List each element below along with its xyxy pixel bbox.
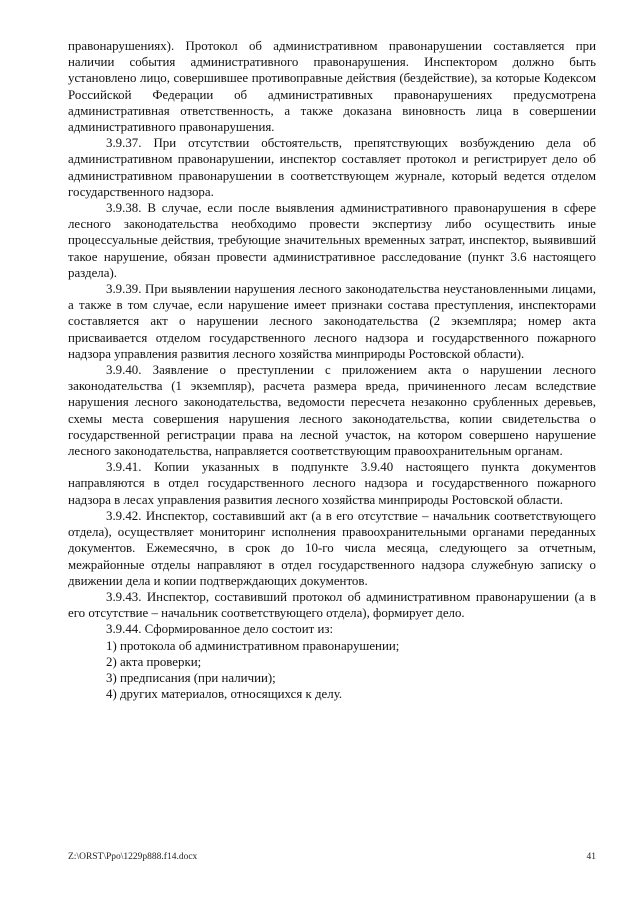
paragraph-3-9-40: 3.9.40. Заявление о преступлении с приложением акта о нарушении лесного законодательства (1 экземпляр), расчета размера вреда, причиненного лесам вследствие нарушения лесного законодательства, ведомости пересчета незаконно срубленных деревьев, схемы места совершения нарушения лесного законодательства, копии свидетельства о государственной регистрации права на лесной участок, на котором совершено нарушение лесного законодательства, направляется соответствующим правоохранительным органам. (68, 363, 596, 459)
paragraph-3-9-42: 3.9.42. Инспектор, составивший акт (а в его отсутствие – начальник соответствующего отдела), осуществляет мониторинг исполнения правоохранительными органами переданных документов. Ежемесячно, в срок до 10-го числа месяца, следующего за отчетным, межрайонные отделы направляют в отдел государственного надзора служебную записку о движении дела и копии подтверждающих документов. (68, 508, 596, 588)
paragraph-continuation: правонарушениях). Протокол об административном правонарушении составляется при наличии события административного правонарушения. Инспектором должно быть установлено лицо, совершившее противоправные действия (бездействие), за которые Кодексом Российской Федерации об административных правонарушениях предусмотрена административная ответственность, а также доказана виновность лица в совершении административного правонарушения. (68, 39, 596, 135)
paragraph-3-9-43: 3.9.43. Инспектор, составивший протокол об административном правонарушении (а в его отсутствие – начальник соответствующего отдела), формирует дело. (68, 589, 596, 621)
paragraph-3-9-37: 3.9.37. При отсутствии обстоятельств, препятствующих возбуждению дела об административном правонарушении, инспектор составляет протокол и регистрирует дело об административном правонарушении в соответствующем журнале, который ведется отделом государственного надзора. (68, 136, 596, 199)
list-item-order: 3) предписания (при наличии); (106, 670, 276, 685)
list-item-protocol: 1) протокола об административном правонарушении; (106, 638, 400, 653)
paragraph-3-9-38: 3.9.38. В случае, если после выявления административного правонарушения в сфере лесного законодательства необходимо провести экспертизу либо осуществить иные процессуальные действия, требующие значительных временных затрат, инспектор, выявивший такое нарушение, обязан провести административное расследование (пункт 3.6 настоящего раздела). (68, 201, 596, 280)
list-item-other-materials: 4) других материалов, относящихся к делу. (106, 687, 343, 702)
list-item-inspection-act: 2) акта проверки; (106, 654, 202, 669)
paragraph-3-9-41: 3.9.41. Копии указанных в подпункте 3.9.40 настоящего пункта документов направляются в отдел государственного лесного надзора и государственного пожарного надзора в лесах управления развития лесного хозяйства минприроды Ростовской области. (68, 460, 596, 507)
page-number: 41 (586, 852, 596, 862)
document-body (68, 38, 596, 702)
paragraph-3-9-39: 3.9.39. При выявлении нарушения лесного законодательства неустановленными лицами, а также в том случае, если нарушение имеет признаки состава преступления, инспекторами составляется акт о нарушении лесного законодательства (2 экземпляра; номер акта присваивается отделом государственного лесного надзора и государственного пожарного надзора управления развития лесного хозяйства минприроды Ростовской области). (68, 282, 596, 361)
paragraph-3-9-44: 3.9.44. Сформированное дело состоит из: (106, 622, 334, 637)
footer-file-path: Z:\ORST\Ppo\1229p888.f14.docx (68, 852, 198, 862)
